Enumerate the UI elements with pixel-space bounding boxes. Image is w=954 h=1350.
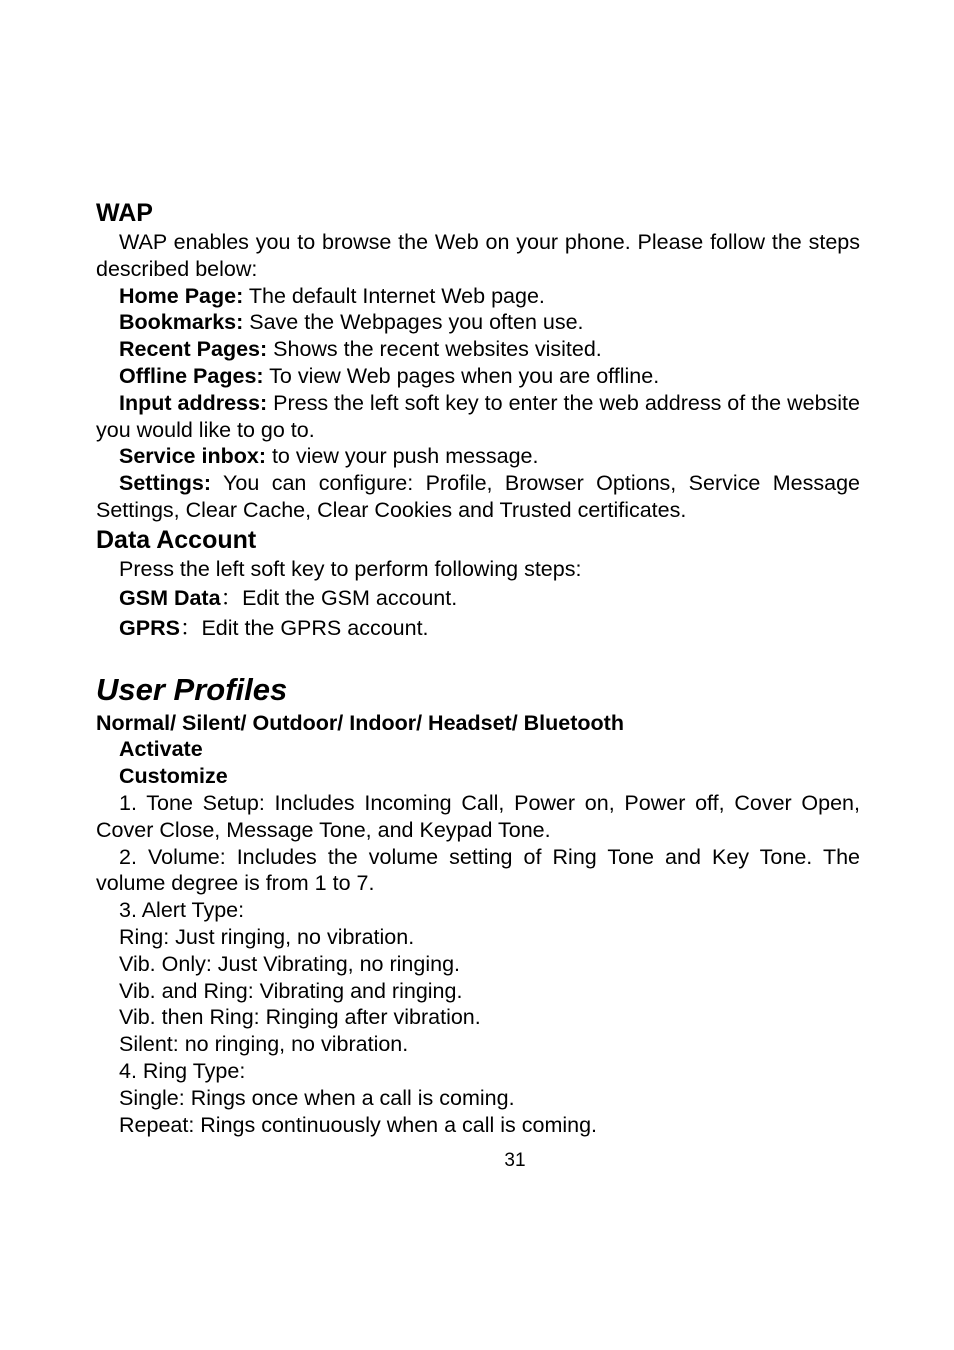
alert-item-ring: Ring: Just ringing, no vibration.: [119, 924, 415, 949]
customize-label: Customize: [119, 764, 228, 789]
ring-item-single: Single: Rings once when a call is coming.: [119, 1085, 515, 1110]
wap-item-term: Home Page:: [119, 283, 244, 308]
wap-item-desc: You can configure: Profile, Browser Options, Service Message Settings, Clear Cache, Clear Cookies and Trusted certificates.: [96, 471, 860, 522]
wap-item-input-address: [96, 390, 860, 444]
data-account-heading: Data Account: [96, 525, 257, 554]
wap-item-bookmarks: [96, 309, 860, 336]
data-account-item-gprs: [96, 613, 860, 643]
data-account-intro: Press the left soft key to perform following steps:: [119, 556, 582, 581]
wap-item-term: Bookmarks:: [119, 310, 244, 335]
wap-item-term: Input address:: [119, 390, 268, 415]
page-number: 31: [504, 1150, 526, 1171]
alert-item-vib-only: Vib. Only: Just Vibrating, no ringing.: [119, 951, 461, 976]
alert-item-silent: Silent: no ringing, no vibration.: [119, 1032, 409, 1057]
activate-label: Activate: [119, 737, 203, 762]
profile-modes: Normal/ Silent/ Outdoor/ Indoor/ Headset/ Bluetooth: [96, 710, 624, 735]
wap-item-desc: Save the Webpages you often use.: [243, 310, 584, 335]
wap-item-recent-pages: [96, 336, 860, 363]
data-account-desc: Edit the GSM account.: [242, 585, 458, 610]
wap-intro: WAP enables you to browse the Web on your phone. Please follow the steps described below:: [96, 230, 860, 281]
user-profiles-heading: User Profiles: [96, 671, 288, 707]
data-account-separator: ：: [179, 615, 202, 640]
wap-item-desc: Press the left soft key to enter the web address of the website you would like to go to.: [96, 390, 860, 442]
wap-heading: WAP: [96, 199, 153, 227]
alert-type-label: 3. Alert Type:: [119, 898, 245, 923]
data-account-term: GSM Data: [119, 585, 221, 610]
wap-item-term: Service inbox:: [119, 444, 266, 469]
data-account-item-gsm: [96, 583, 860, 613]
data-account-desc: Edit the GPRS account.: [201, 615, 429, 640]
wap-item-term: Settings:: [119, 471, 211, 496]
data-account-term: GPRS: [119, 615, 180, 640]
ring-type-label: 4. Ring Type:: [119, 1058, 246, 1083]
alert-item-vib-then-ring: Vib. then Ring: Ringing after vibration.: [119, 1005, 481, 1030]
wap-item-service-inbox: [96, 443, 860, 470]
wap-item-settings: [96, 470, 860, 524]
wap-item-offline-pages: [96, 363, 860, 390]
wap-item-desc: To view Web pages when you are offline.: [263, 363, 660, 388]
wap-item-desc: Shows the recent websites visited.: [267, 337, 602, 362]
alert-item-vib-and-ring: Vib. and Ring: Vibrating and ringing.: [119, 978, 463, 1003]
data-account-separator: ：: [220, 585, 243, 610]
tone-setup-text: 1. Tone Setup: Includes Incoming Call, Power on, Power off, Cover Open, Cover Close, Message Tone, and Keypad Tone.: [96, 790, 860, 842]
wap-item-term: Offline Pages:: [119, 363, 264, 388]
wap-item-term: Recent Pages:: [119, 337, 268, 362]
volume-text: 2. Volume: Includes the volume setting of Ring Tone and Key Tone. The volume degree is from 1 to 7.: [96, 844, 860, 896]
manual-page: [96, 197, 860, 1138]
wap-item-home-page: [96, 283, 860, 310]
ring-item-repeat: Repeat: Rings continuously when a call is coming.: [119, 1112, 598, 1137]
wap-item-desc: The default Internet Web page.: [243, 283, 545, 308]
wap-item-desc: to view your push message.: [265, 444, 539, 469]
